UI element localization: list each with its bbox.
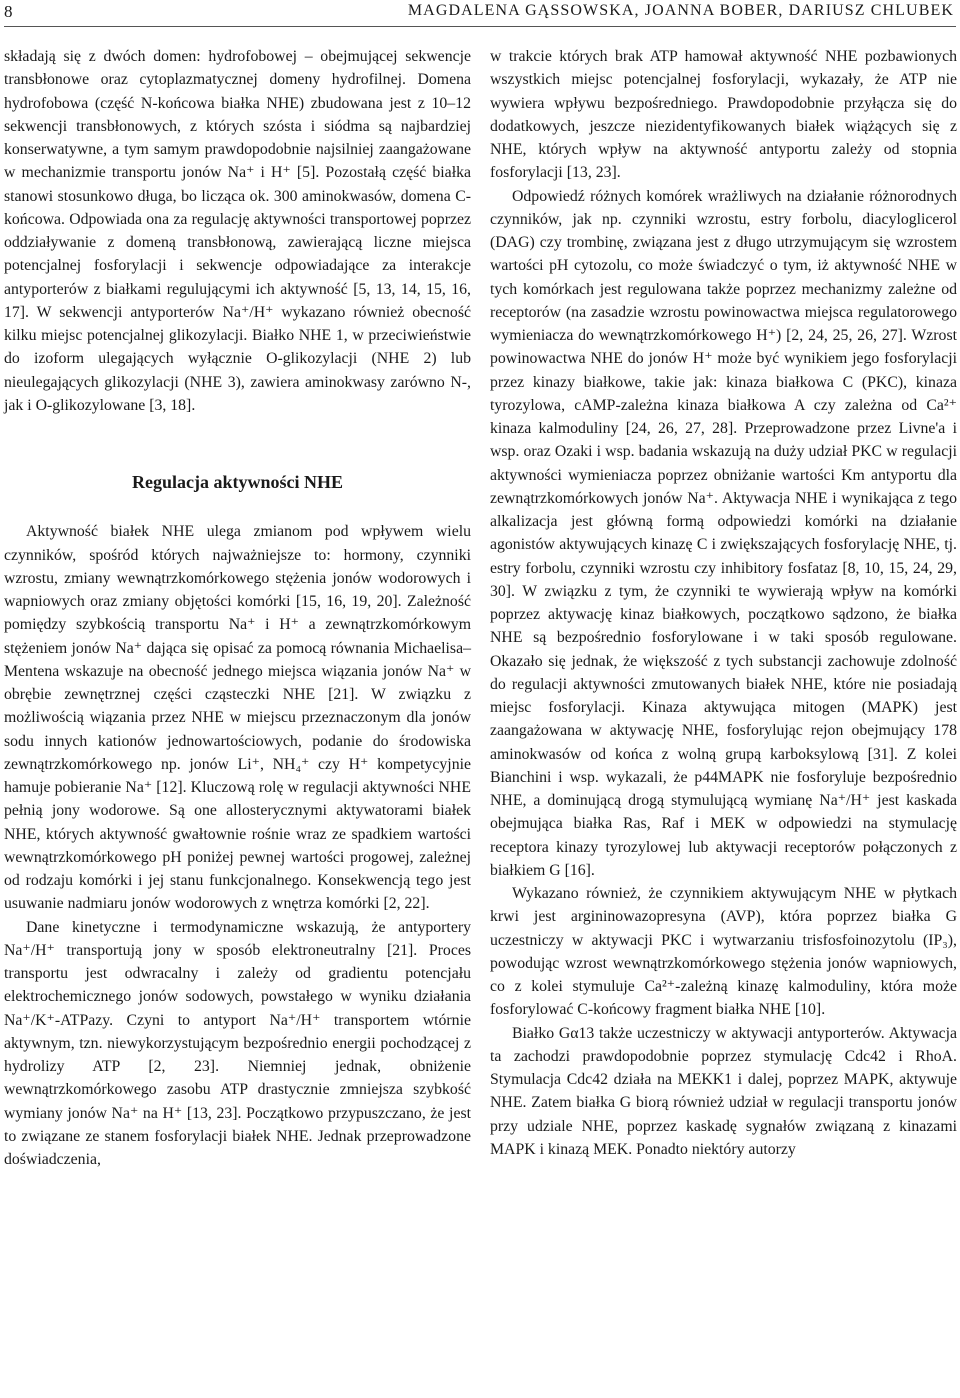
left-column — [4, 45, 471, 1171]
section-heading: Regulacja aktywności NHE — [132, 472, 343, 492]
page-header — [0, 0, 960, 30]
paragraph: Odpowiedź różnych komórek wrażliwych na działanie różnorodnych czynników, jak np. czynniki wzrostu, estry forbolu, diacyloglicerol (DAG) czy trombinę, związana jest z długo utrzymującym się wzrostem wartości pH cytozolu, co może świadczyć o tym, iż aktywność NHE w tych komórkach jest regulowana także poprzez mechanizmy zależne od receptorów (na zasadzie wzrostu powinowactwa miejsca regulatorowego wymieniacza do wewnątrzkomórkowego H⁺) [2, 24, 25, 26, 27]. Wzrost powinowactwa NHE do jonów H⁺ może być wynikiem jego fosforylacji przez kinazy białkowe, takie jak: kinaza białkowa C (PKC), kinaza tyrozylowa, cAMP-zależna kinaza białkowa A czy zależna od Ca²⁺ kinaza kalmoduliny [24, 26, 27, 28]. Przeprowadzone przez Livne'a i wsp. oraz Ozaki i wsp. badania wskazują na duży udział PKC w regulacji aktywności wymieniacza poprzez obniżanie wartości Km antyportu dla zewnątrzkomórkowych jonów Na⁺. Aktywacja NHE i wynikająca z tego alkalizacja jest główną formą odpowiedzi komórki na działanie agonistów aktywujących kinazę C i zwiększających fosforylację NHE, tj. estry forbolu, czynniki wzrostu czy inhibitory fosfataz [8, 10, 15, 24, 29, 30]. W związku z tym, że czynniki te wywierają wpływ na komórki poprzez aktywację kinaz białkowych, początkowo sądzono, że białka NHE są bezpośrednio fosforylowane i w taki sposób regulowane. Okazało się jednak, że większość z tych substancji zachowuje zdolność do regulacji aktywności zmutowanych białek NHE, które nie posiadają miejsc fosforylacji. Kinaza aktywująca mitogen (MAPK) jest zaangażowana w aktywację NHE, fosforylując rejon obejmujący 178 aminokwasów od końca z wolną grupą karboksylową [31]. Z kolei Bianchini i wsp. wykazali, że p44MAPK nie fosforyluje bezpośrednio NHE, a dominującą drogą stymulującą wymianę Na⁺/H⁺ jest kaskada obejmująca białka Ras, Raf i MEK w odpowiedzi na stymulację receptora kinazy tyrozylowej lub aktywacji receptorów połączonych z białkiem G [16]. — [490, 187, 957, 879]
page-number: 8 — [4, 2, 13, 21]
running-head-authors: MAGDALENA GĄSSOWSKA, JOANNA BOBER, DARIUSZ CHLUBEK — [407, 2, 954, 19]
header-rule — [4, 26, 956, 27]
right-column — [490, 45, 957, 1161]
paragraph: Aktywność białek NHE ulega zmianom pod wpływem wielu czynników, spośród których najważniejsze to: hormony, czynniki wzrostu, zmiany wewnątrzkomórkowego stężenia jonów wodorowych i wapniowych oraz zmiany objętości komórki [15, 16, 19, 20]. Zależność pomiędzy szybkością transportu Na⁺ i H⁺ a zewnątrzkomórkowym stężeniem jonów Na⁺ dająca się opisać za pomocą równania Michaelisa–Mentena wskazuje na obecność jednego miejsca wiązania jonów Na⁺ w obrębie zewnętrznej części cząsteczki NHE [21]. W związku z możliwością wiązania przez NHE w miejscu przeznaczonym dla jonów sodu innych kationów jednowartościowych, podanie do środowiska zewnątrzkomórkowego np. jonów Li⁺, NH₄⁺ czy H⁺ kompetycyjnie hamuje pobieranie Na⁺ [12]. Kluczową rolę w regulacji aktywności NHE pełnią jony wodorowe. Są one allosterycznymi aktywatorami białek NHE, których aktywność gwałtownie rośnie wraz ze spadkiem wartości wewnątrzkomórkowego pH poniżej pewnej wartości progowej, zależnej od rodzaju komórki i jej stanu funkcjonalnego. Konsekwencją tego jest usuwanie nadmiaru jonów wodorowych z wnętrza komórki [2, 22]. — [4, 523, 471, 913]
paragraph: Białko Gα13 także uczestniczy w aktywacji antyporterów. Aktywacja ta zachodzi prawdopodobnie poprzez stymulację Cdc42 i RhoA. Stymulacja Cdc42 działa na MEKK1 i dalej, poprzez MAPK, aktywuje NHE. Zatem białka G biorą również udział w regulacji transportu jonów przy udziale NHE, poprzez kaskadę sygnałów związaną z kinazami MAPK i kinazą MEK. Ponadto niektóry autorzy — [490, 1024, 957, 1158]
paragraph: w trakcie których brak ATP hamował aktywność NHE pozbawionych wszystkich miejsc potencjalnej fosforylacji, wykazały, że ATP nie wywiera wpływu bezpośredniego. Prawdopodobnie przyłącza się do dodatkowych, jeszcze niezidentyfikowanych białek wiążących się z NHE, których wpływ na aktywność antyportu zależy od stopnia fosforylacji [13, 23]. — [490, 48, 957, 182]
paragraph: Wykazano również, że czynnikiem aktywującym NHE w płytkach krwi jest argininowazopresyna (AVP), która poprzez białka G uczestniczy w aktywacji PKC i wytwarzaniu trisfosfoinozytolu (IP₃), powodując wzrost wewnątrzkomórkowego stężenia jonów wapniowych, co z kolei stymuluje Ca²⁺-zależną kinazę kalmoduliny, która może fosforylować C-końcowy fragment białka NHE [10]. — [490, 885, 957, 1019]
paragraph: składają się z dwóch domen: hydrofobowej – obejmującej sekwencje transbłonowe oraz cytoplazmatycznej domeny hydrofilnej. Domena hydrofobowa (część N-końcowa białka NHE) zbudowana jest z 10–12 sekwencji transbłonowych, z których szósta i siódma są najbardziej konserwatywne, a tym samym prawdopodobnie najsilniej zaangażowane w mechanizmie transportu jonów Na⁺ i H⁺ [5]. Pozostałą część białka stanowi stosunkowo długa, bo licząca ok. 300 aminokwasów, domena C-końcowa. Odpowiada ona za regulację aktywności transportowej poprzez oddziaływanie z domeną transbłonową, zawierającą liczne miejsca potencjalnej fosforylacji i sekwencje odpowiadające za interakcje antyporterów z białkami regulującymi ich aktywność [5, 13, 14, 15, 16, 17]. W sekwencji antyporterów Na⁺/H⁺ wykazano również obecność kilku miejsc potencjalnej glikozylacji. Białko NHE 1, w przeciwieństwie do izoform ulegających wyłącznie O-glikozylacji (NHE 2) lub nieulegających glikozylacji (NHE 3), zawiera aminokwasy zarówno N-, jak i O-glikozylowane [3, 18]. — [4, 48, 471, 414]
paragraph: Dane kinetyczne i termodynamiczne wskazują, że antyportery Na⁺/H⁺ transportują jony w sposób elektroneutralny [21]. Proces transportu jest odwracalny i zależy od gradientu potencjału elektrochemicznego jonów sodowych, powstałego w wyniku działania Na⁺/K⁺-ATPazy. Czyni to antyport Na⁺/H⁺ transportem wtórnie aktywnym, tzn. niewykorzystującym bezpośrednio energii pochodzącej z hydrolizy ATP [2, 23]. Niemniej jednak, obniżenie wewnątrzkomórkowego zasobu ATP drastycznie zmniejsza szybkość wymiany jonów Na⁺ na H⁺ [13, 23]. Początkowo przypuszczano, że jest to związane ze stanem fosforylacji białek NHE. Jednak przeprowadzone doświadczenia, — [4, 918, 471, 1168]
